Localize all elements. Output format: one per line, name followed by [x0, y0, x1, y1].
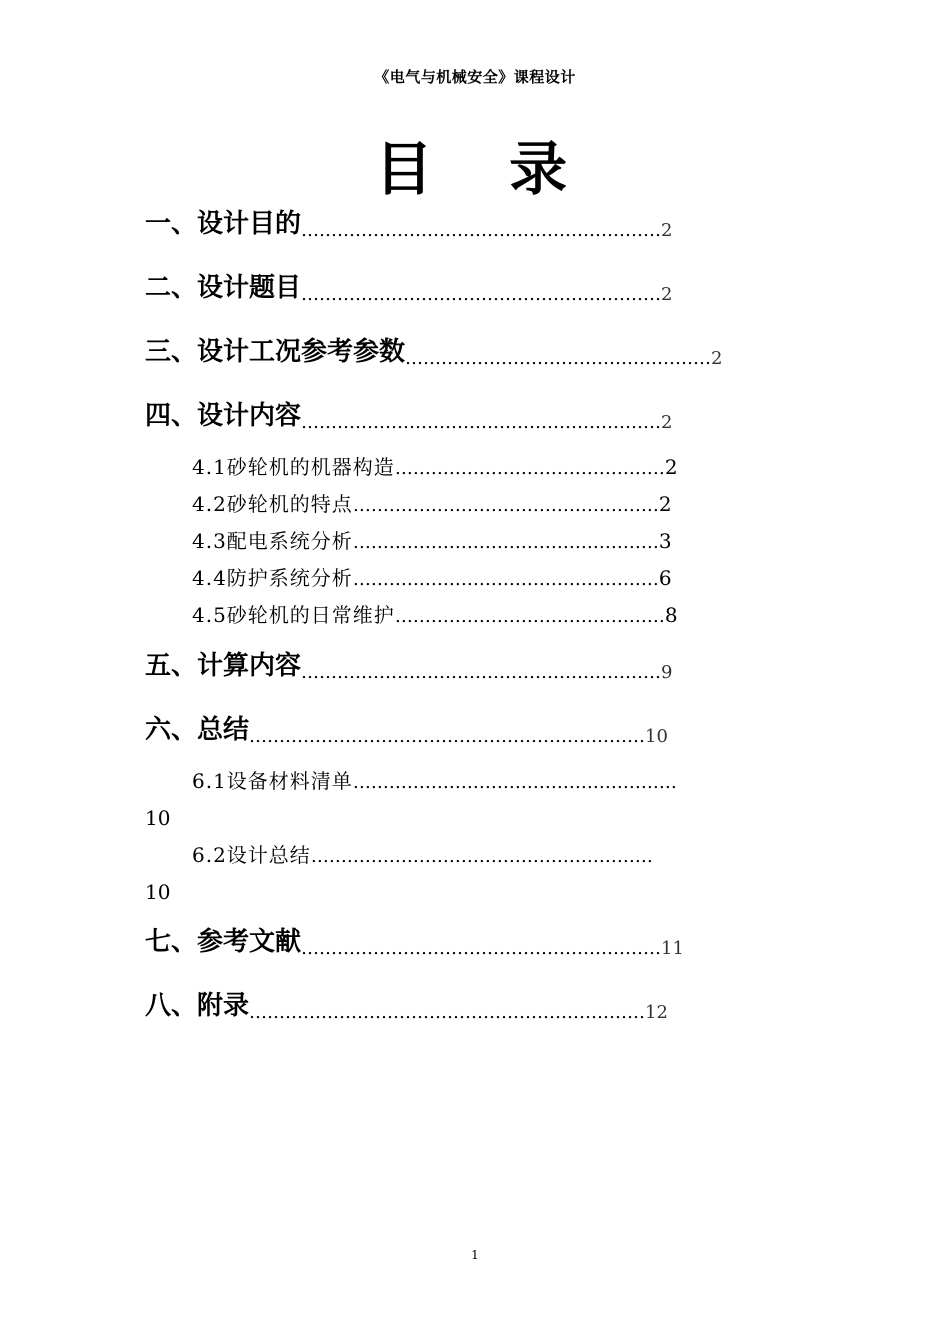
toc-leader: ……………………………………………………	[301, 220, 662, 241]
toc-item-s5[interactable]	[145, 648, 672, 684]
toc-item-s4-5[interactable]	[192, 600, 679, 630]
toc-page-number: 2	[661, 220, 673, 241]
toc-page-number: 2	[658, 492, 673, 516]
toc-leader: …………………………………………………………	[249, 726, 646, 747]
toc-item-s4-3[interactable]	[192, 526, 673, 556]
page-number-footer: 1	[471, 1248, 479, 1262]
toc-label: 七、参考文献	[145, 927, 302, 957]
toc-label: 4.2砂轮机的特点	[192, 492, 353, 516]
toc-item-s6-1[interactable]	[192, 766, 677, 796]
toc-page-number: 11	[661, 938, 684, 959]
toc-label: 6.1设备材料清单	[192, 769, 353, 793]
toc-label: 4.4防护系统分析	[192, 566, 353, 590]
toc-label: 6.2设计总结	[192, 843, 311, 867]
toc-label: 一、设计目的	[145, 209, 302, 239]
toc-item-s1[interactable]	[145, 206, 672, 242]
toc-label: 六、总结	[145, 715, 250, 745]
toc-leader: ………………………………………	[394, 606, 665, 627]
toc-label: 八、附录	[145, 991, 250, 1021]
toc-item-s4-4[interactable]	[192, 563, 673, 593]
toc-page-number: 2	[711, 348, 723, 369]
toc-leader: ……………………………………………	[352, 495, 659, 516]
toc-label: 五、计算内容	[145, 651, 302, 681]
toc-leader: ……………………………………………………	[301, 284, 662, 305]
toc-item-s4-1[interactable]	[192, 452, 679, 482]
toc-page-number: 12	[645, 1002, 668, 1023]
toc-leader: ……………………………………………………	[301, 412, 662, 433]
document-header: 《电气与机械安全》课程设计	[374, 68, 576, 86]
toc-page-number: 8	[664, 603, 679, 627]
toc-item-s8[interactable]	[145, 988, 668, 1024]
toc-leader: …………………………………………………	[310, 846, 653, 867]
toc-page-number: 10	[145, 880, 171, 904]
toc-item-s4-2[interactable]	[192, 489, 673, 519]
toc-page-number: 2	[661, 412, 673, 433]
toc-page-number: 2	[664, 455, 679, 479]
toc-label: 4.3配电系统分析	[192, 529, 353, 553]
toc-leader: ………………………………………………	[352, 772, 677, 793]
toc-page-number: 10	[145, 806, 171, 830]
toc-item-s3[interactable]	[145, 334, 722, 370]
toc-item-s2[interactable]	[145, 270, 672, 306]
toc-title: 目 录	[374, 135, 596, 203]
toc-leader: ……………………………………………	[352, 532, 659, 553]
toc-item-s6[interactable]	[145, 712, 668, 748]
toc-label: 4.1砂轮机的机器构造	[192, 455, 395, 479]
toc-leader: ……………………………………………………	[301, 938, 662, 959]
toc-page-number: 9	[661, 662, 673, 683]
toc-label: 四、设计内容	[145, 401, 302, 431]
toc-leader: ……………………………………………	[352, 569, 659, 590]
toc-label: 二、设计题目	[145, 273, 302, 303]
toc-item-s6-2[interactable]	[192, 840, 653, 870]
toc-page-number: 2	[661, 284, 673, 305]
toc-leader: ………………………………………	[394, 458, 665, 479]
toc-leader: ……………………………………………	[405, 348, 712, 369]
toc-item-s4[interactable]	[145, 398, 672, 434]
toc-page-number: 3	[658, 529, 673, 553]
toc-page-number: 10	[645, 726, 668, 747]
toc-leader: …………………………………………………………	[249, 1002, 646, 1023]
toc-label: 三、设计工况参考参数	[145, 337, 406, 367]
toc-label: 4.5砂轮机的日常维护	[192, 603, 395, 627]
toc-page-number: 6	[658, 566, 673, 590]
toc-leader: ……………………………………………………	[301, 662, 662, 683]
toc-item-s7[interactable]	[145, 924, 684, 960]
